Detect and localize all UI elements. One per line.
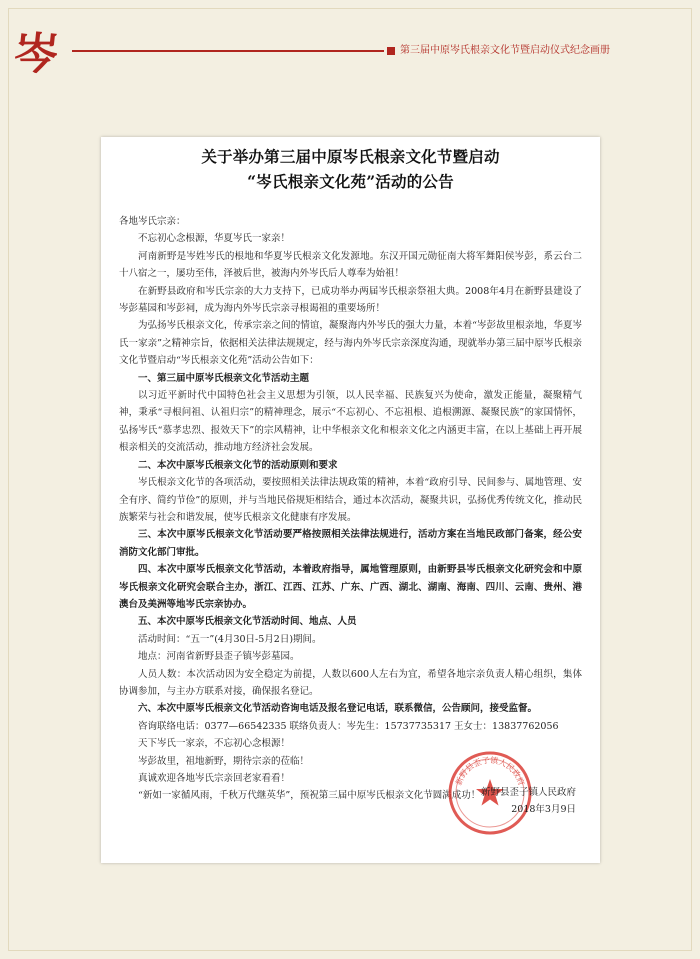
greeting: 各地岑氏宗亲： xyxy=(119,216,186,227)
signature-org: 新野县歪子镇人民政府 xyxy=(480,787,576,798)
signature-block xyxy=(456,784,576,818)
paragraph: 为弘扬岑氏根亲文化，传承宗亲之间的情谊，凝聚海内外岑氏的强大力量，本着“岑彭故里根亲地，华夏岑氏一家亲”之精神宗旨，依据相关法律法规规定，经与海内外岑氏宗亲深度沟通，现就举办第三届中原岑氏根亲文化节暨启动“岑氏根亲文化苑”活动公告如下： xyxy=(119,320,582,367)
section-heading: 一、第三届中原岑氏根亲文化节活动主题 xyxy=(138,372,310,384)
paragraph: 在新野县政府和岑氏宗亲的大力支持下，已成功举办两届岑氏根亲祭祖大典。2008年4月在新野县建设了岑彭墓园和岑彭祠，成为海内外岑氏宗亲寻根谒祖的重要场所！ xyxy=(119,285,582,315)
notice-document xyxy=(101,137,600,863)
header-rule xyxy=(72,50,384,52)
paragraph: 人员人数：本次活动因为安全稳定为前提，人数以600人左右为宜，希望各地宗亲负责人精心组织，集体协调参加，与主办方联系对接，确保报名登记。 xyxy=(119,668,582,697)
paragraph: 不忘初心念根源，华夏岑氏一家亲！ xyxy=(138,233,291,245)
seal-text: 新野县歪子镇人民政府 xyxy=(454,755,526,787)
section-heading: 六、本次中原岑氏根亲文化节活动咨询电话及报名登记电话，联系微信，公告顾问，接受监督。 xyxy=(138,703,538,715)
paragraph: 真诚欢迎各地岑氏宗亲回老家看看！ xyxy=(138,773,291,784)
header-title: 第三届中原岑氏根亲文化节暨启动仪式纪念画册 xyxy=(400,45,610,56)
document-body xyxy=(119,213,582,805)
header-square-icon xyxy=(387,47,395,55)
brand-logo: 岑 xyxy=(11,29,61,80)
signature-date: 2018年3月9日 xyxy=(511,804,576,815)
paragraph: 地点：河南省新野县歪子镇岑彭墓园。 xyxy=(138,651,300,663)
section-heading: 四、本次中原岑氏根亲文化节活动，本着政府指导，属地管理原则，由新野县岑氏根亲文化研究会和中原岑氏根亲文化研究会联合主办，浙江、江西、江苏、广东、广西、湖北、湖南、海南、四川、云南、贵州、港澳台及美洲等地岑氏宗亲协办。 xyxy=(119,564,582,610)
paragraph: 活动时间：“五一”(4月30日-5月2日)期间。 xyxy=(138,633,322,645)
document-title-line1: 关于举办第三届中原岑氏根亲文化节暨启动 xyxy=(201,147,500,166)
paragraph: 岑氏根亲文化节的各项活动，要按照相关法律法规政策的精神，本着“政府引导、民间参与、属地管理、安全有序、简约节俭”的原则，并与当地民俗规矩相结合，通过本次活动，凝聚共识，弘扬优秀传统文化，推动民族繁荣与社会和谐发展，使岑氏根亲文化健康有序发展。 xyxy=(119,477,582,523)
paragraph: 天下岑氏一家亲，不忘初心念根源！ xyxy=(138,738,291,750)
paragraph: 以习近平新时代中国特色社会主义思想为引领，以人民幸福、民族复兴为使命，激发正能量，凝聚精气神，秉承“寻根问祖、认祖归宗”的精神理念，展示“不忘初心、不忘祖根、追根溯源、凝聚民族”的家国情怀，弘扬岑氏“慕孝忠烈、报效天下”的宗风精神，让中华根亲文化和根亲文化之内涵更丰富，在以上基础上再开展根亲相关的交流活动，推动地方经济社会发展。 xyxy=(119,390,582,454)
section-heading: 二、本次中原岑氏根亲文化节的活动原则和要求 xyxy=(138,459,338,471)
paragraph: 岑彭故里，祖地新野，期待宗亲的莅临！ xyxy=(138,755,310,767)
document-title-line2: “岑氏根亲文化苑”活动的公告 xyxy=(247,172,454,191)
section-heading: 三、本次中原岑氏根亲文化节活动要严格按照相关法律法规进行，活动方案在当地民政部门备案，经公安消防文化部门审批。 xyxy=(119,529,582,558)
section-heading: 五、本次中原岑氏根亲文化节活动时间、地点、人员 xyxy=(138,616,357,628)
contact-line: 咨询联络电话：0377—66542335 联络负责人：岑先生：15737735317 王女士：13837762056 xyxy=(138,720,559,732)
paragraph: “新如一家循风雨，千秋万代继英华”，预祝第三届中原岑氏根亲文化节圆满成功！ xyxy=(138,790,481,802)
paragraph: 河南新野是岑姓岑氏的根地和华夏岑氏根亲文化发源地。东汉开国元勋征南大将军舞阳侯岑彭，系云台二十八宿之一，屡功至伟，泽被后世，被海内外岑氏后人尊奉为始祖！ xyxy=(119,250,582,280)
